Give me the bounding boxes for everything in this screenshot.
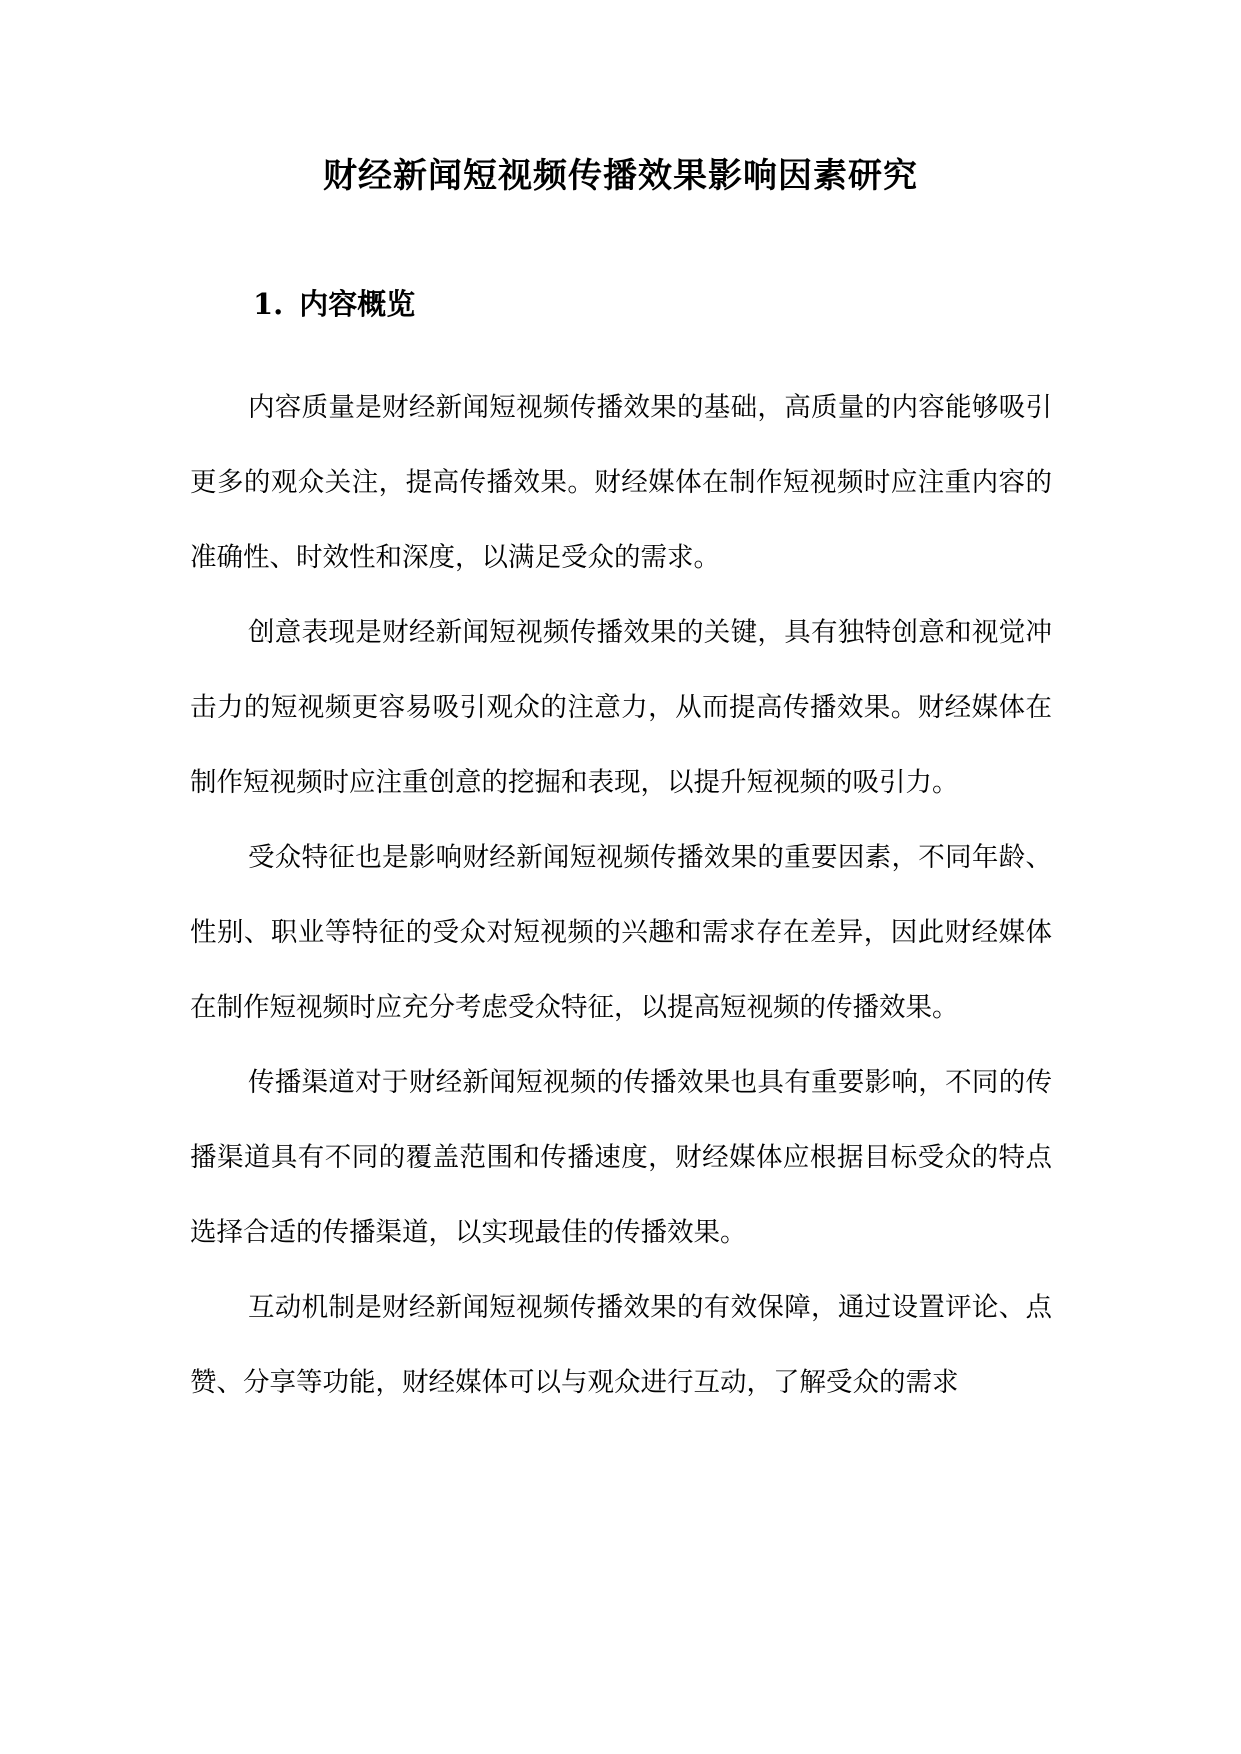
paragraph-distribution-channels: 传播渠道对于财经新闻短视频的传播效果也具有重要影响，不同的传播渠道具有不同的覆盖范围和传播速度，财经媒体应根据目标受众的特点选择合适的传播渠道，以实现最佳的传播效果。 [190,1067,1052,1248]
document-body [190,370,1052,1420]
paragraph-creative-expression: 创意表现是财经新闻短视频传播效果的关键，具有独特创意和视觉冲击力的短视频更容易吸引观众的注意力，从而提高传播效果。财经媒体在制作短视频时应注重创意的挖掘和表现，以提升短视频的吸引力。 [190,617,1052,798]
section-heading [253,284,415,324]
document-title: 财经新闻短视频传播效果影响因素研究 [323,156,918,196]
paragraph-audience-characteristics: 受众特征也是影响财经新闻短视频传播效果的重要因素，不同年龄、性别、职业等特征的受众对短视频的兴趣和需求存在差异，因此财经媒体在制作短视频时应充分考虑受众特征，以提高短视频的传播效果。 [190,842,1052,1023]
section-title: 内容概览 [299,287,416,321]
paragraph-interaction-mechanism: 互动机制是财经新闻短视频传播效果的有效保障，通过设置评论、点赞、分享等功能，财经媒体可以与观众进行互动，了解受众的需求 [190,1292,1052,1398]
section-number: 1. [253,287,284,321]
paragraph-content-quality: 内容质量是财经新闻短视频传播效果的基础，高质量的内容能够吸引更多的观众关注，提高传播效果。财经媒体在制作短视频时应注重内容的准确性、时效性和深度，以满足受众的需求。 [190,392,1052,573]
